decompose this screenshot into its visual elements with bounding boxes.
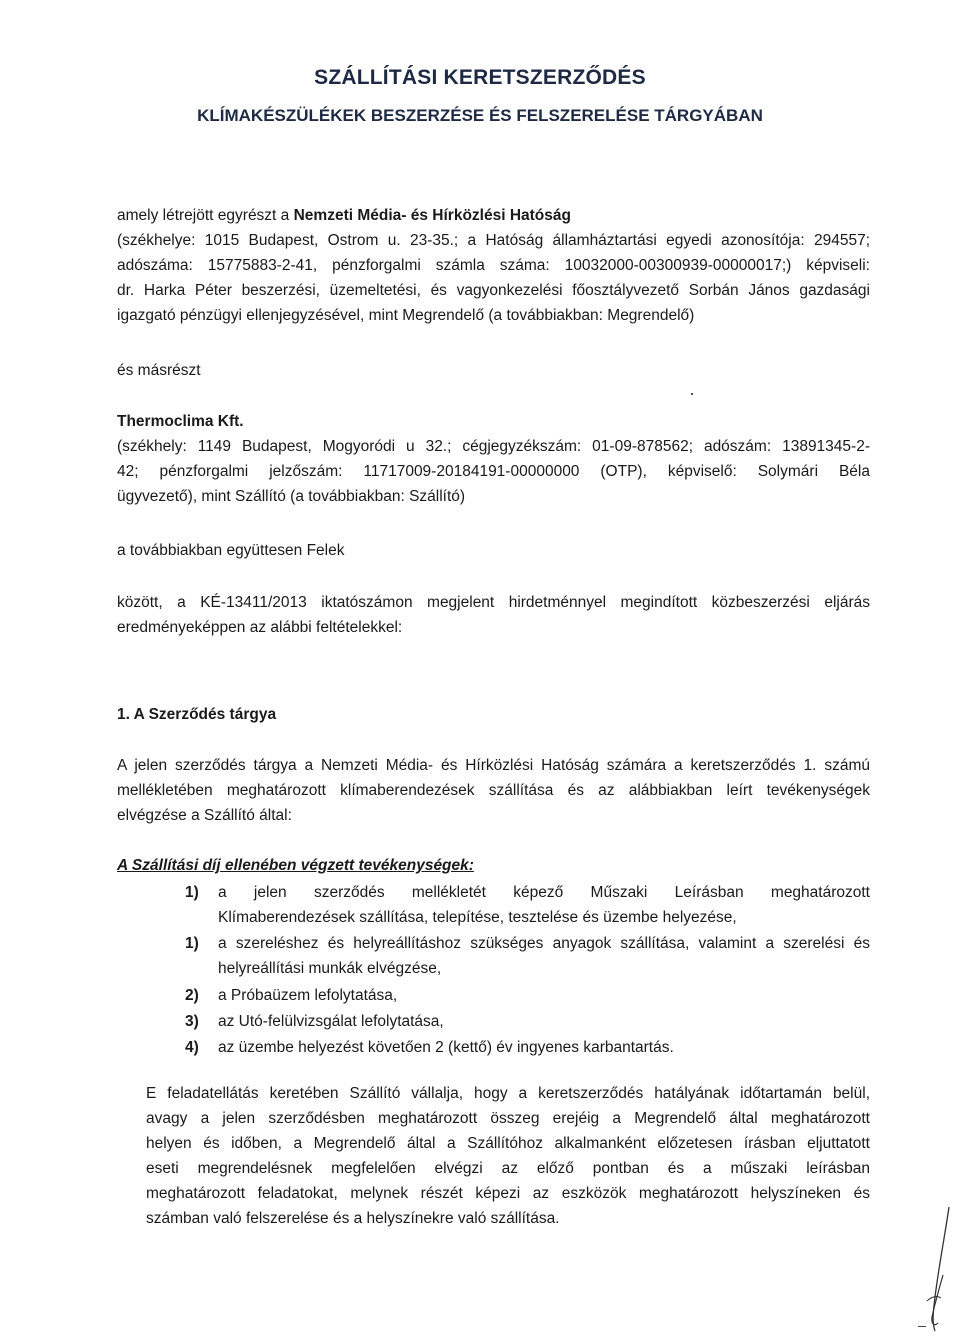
obligations-line-3: helyen és időben, a Megrendelő által a Szállítóhoz alkalmanként előzetesen írásban eljuttatott xyxy=(146,1135,870,1152)
obligations-line-4: eseti megrendelésnek megfelelően elvégzi az előző pontban és a műszaki leírásban xyxy=(146,1160,870,1177)
intro-paragraph xyxy=(117,203,870,328)
list-item-text xyxy=(218,1035,870,1060)
list-item-number: 2) xyxy=(185,987,199,1004)
list-item-number: 4) xyxy=(185,1039,199,1056)
section-1-line-2: mellékletében meghatározott klímaberendezések szállítása és az alábbiakban leírt tevékenységek xyxy=(117,782,870,799)
supplier-line-2: 42; pénzforgalmi jelzőszám: 11717009-20184191-00000000 (OTP), képviselő: Solymári Béla xyxy=(117,463,870,480)
contract-subtitle: KLÍMAKÉSZÜLÉKEK BESZERZÉSE ÉS FELSZERELÉSE TÁRGYÁBAN xyxy=(197,106,763,125)
contract-title: SZÁLLÍTÁSI KERETSZERZŐDÉS xyxy=(314,66,646,89)
list-item-number: 1) xyxy=(185,935,199,952)
between-line-2: eredményeképpen az alábbi feltételekkel: xyxy=(117,619,403,636)
intro-line-4: dr. Harka Péter beszerzési, üzemeltetési, és vagyonkezelési főosztályvezető Sorbán János gazdasági xyxy=(117,282,870,299)
list-item-text xyxy=(218,983,870,1008)
list-item-line-1: az üzembe helyezést követően 2 (kettő) év ingyenes karbantartás. xyxy=(218,1039,674,1056)
supplier-name: Thermoclima Kft. xyxy=(117,413,244,430)
intro-line-5: igazgató pénzügyi ellenjegyzésével, mint Megrendelő (a továbbiakban: Megrendelő) xyxy=(117,307,695,324)
intro-line-1 xyxy=(117,203,870,228)
section-1-heading: 1. A Szerződés tárgya xyxy=(117,706,277,723)
obligations-line-2: avagy a jelen szerződésben meghatározott összeg erejéig a Megrendelő által meghatározott xyxy=(146,1110,870,1127)
scan-speck xyxy=(691,393,693,395)
section-1-line-3: elvégzése a Szállító által: xyxy=(117,807,292,824)
obligations-paragraph xyxy=(146,1081,870,1231)
list-item-line-2: Klímaberendezések szállítása, telepítése, tesztelése és üzembe helyezése, xyxy=(218,909,737,926)
party-1-name: Nemzeti Média- és Hírközlési Hatóság xyxy=(293,207,571,224)
list-item-text xyxy=(218,931,870,981)
supplier-line-1: (székhely: 1149 Budapest, Mogyoródi u 32.; cégjegyzékszám: 01-09-878562; adószám: 13891345-2- xyxy=(117,438,870,455)
list-item-number: 3) xyxy=(185,1013,199,1030)
list-item-text xyxy=(218,880,870,930)
between-paragraph xyxy=(117,590,870,640)
list-item-line-2: helyreállítási munkák elvégzése, xyxy=(218,960,442,977)
supplier-block xyxy=(117,409,870,509)
list-item-line-1: az Utó-felülvizsgálat lefolytatása, xyxy=(218,1013,444,1030)
list-item-number: 1) xyxy=(185,884,199,901)
list-item-line-1: a szereléshez és helyreállításhoz szükséges anyagok szállítása, valamint a szerelési és xyxy=(218,935,870,952)
list-item-text xyxy=(218,1009,870,1034)
obligations-line-6: számban való felszerelése és a helyszínekre való szállítása. xyxy=(146,1210,560,1227)
obligations-line-1: E feladatellátás keretében Szállító vállalja, hogy a keretszerződés hatályának időtartamán belül, xyxy=(146,1085,870,1102)
list-item-line-1: a jelen szerződés mellékletét képező Műszaki Leírásban meghatározott xyxy=(218,884,870,901)
activities-heading-row xyxy=(117,853,870,878)
obligations-line-5: meghatározott feladatokat, melynek részét képezi az eszközök meghatározott helyszíneken és xyxy=(146,1185,870,1202)
scan-mark xyxy=(918,1326,926,1327)
activities-heading: A Szállítási díj ellenében végzett tevékenységek: xyxy=(117,857,474,874)
intro-line-2: (székhelye: 1015 Budapest, Ostrom u. 23-35.; a Hatóság államháztartási egyedi azonosítója: 294557; xyxy=(117,232,870,249)
and-other-text: és másrészt xyxy=(117,362,201,379)
section-1-line-1: A jelen szerződés tárgya a Nemzeti Média- és Hírközlési Hatóság számára a keretszerződés 1. számú xyxy=(117,757,870,774)
between-line-1: között, a KÉ-13411/2013 iktatószámon megjelent hirdetménnyel megindított közbeszerzési eljárás xyxy=(117,594,870,611)
initials-signature xyxy=(905,1205,955,1335)
intro-line-3: adószáma: 15775883-2-41, pénzforgalmi számla száma: 10032000-00300939-00000017;) képviseli: xyxy=(117,257,870,274)
together-text: a továbbiakban együttesen Felek xyxy=(117,542,345,559)
list-item-line-1: a Próbaüzem lefolytatása, xyxy=(218,987,398,1004)
intro-lead: amely létrejött egyrészt a xyxy=(117,207,294,224)
supplier-line-3: ügyvezető), mint Szállító (a továbbiakban: Szállító) xyxy=(117,488,466,505)
section-1-paragraph xyxy=(117,753,870,828)
